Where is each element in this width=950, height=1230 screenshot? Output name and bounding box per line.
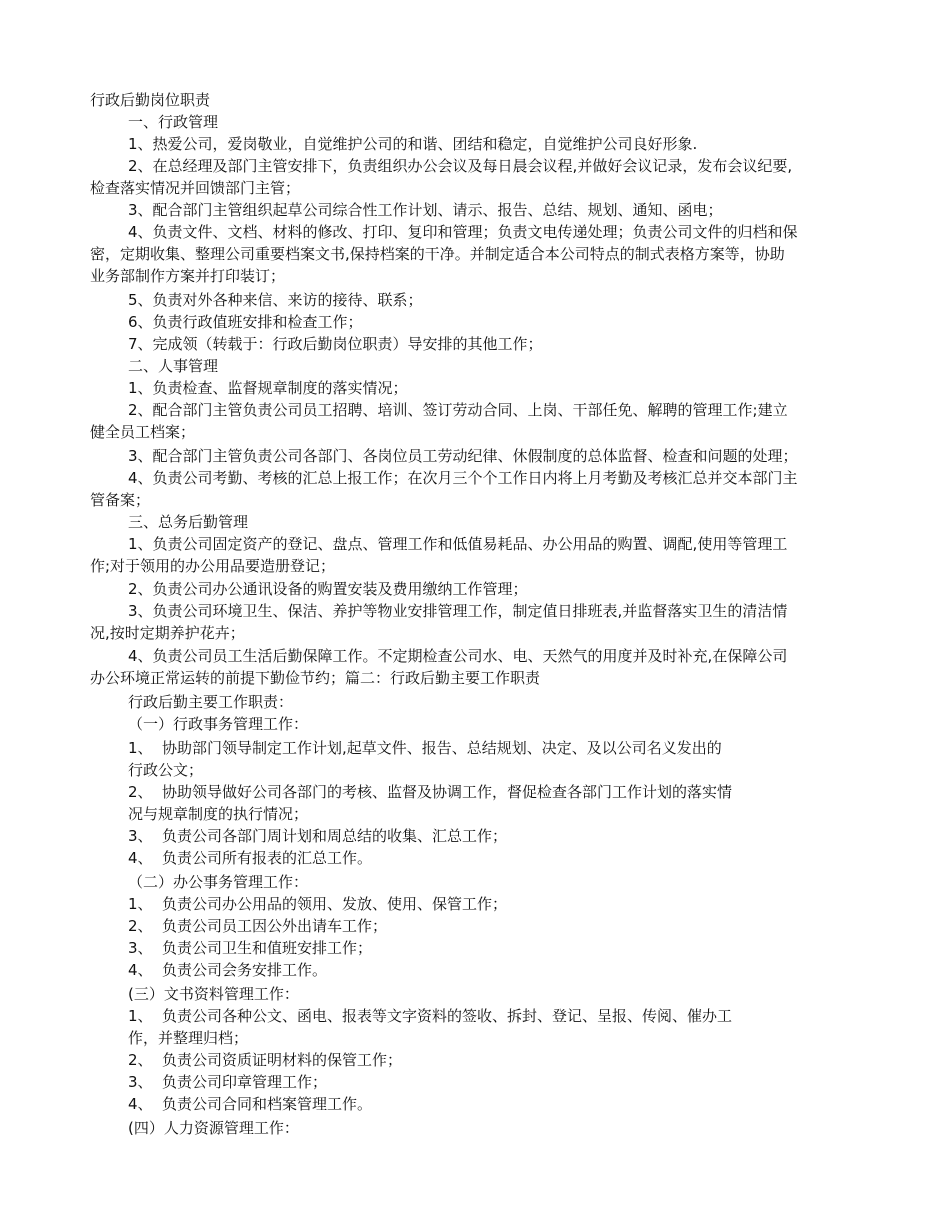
section-heading: (四）人力资源管理工作： xyxy=(128,1119,299,1137)
paragraph-line: 5、负责对外各种来信、来访的接待、联系； xyxy=(128,291,423,309)
paragraph-line: 办公环境正常运转的前提下勤俭节约；篇二：行政后勤主要工作职责 xyxy=(90,669,541,687)
paragraph-line: 4、负责文件、文档、材料的修改、打印、复印和管理；负责文电传递处理；负责公司文件的归档和保 xyxy=(128,223,798,241)
list-item: 负责公司会务安排工作。 xyxy=(162,961,328,979)
section-heading: 一、行政管理 xyxy=(128,113,219,131)
section-heading: （二）办公事务管理工作： xyxy=(128,873,309,891)
paragraph-line: 6、负责行政值班安排和检查工作； xyxy=(128,313,363,331)
paragraph-line: 作;对于领用的办公用品要造册登记； xyxy=(90,557,336,575)
list-item: 协助领导做好公司各部门的考核、监督及协调工作，督促检查各部门工作计划的落实情 xyxy=(162,783,733,801)
list-item: 负责公司卫生和值班安排工作； xyxy=(162,939,373,957)
list-number: 2、 xyxy=(128,917,153,935)
paragraph-line: 7、完成领（转载于：行政后勤岗位职责）导安排的其他工作； xyxy=(128,335,543,353)
list-number: 2、 xyxy=(128,783,153,801)
paragraph-line: 3、配合部门主管负责公司各部门、各岗位员工劳动纪律、休假制度的总体监督、检查和问题的处理； xyxy=(128,447,798,465)
paragraph-line: 3、配合部门主管组织起草公司综合性工作计划、请示、报告、总结、规划、通知、函电； xyxy=(128,201,723,219)
list-number: 4、 xyxy=(128,1095,153,1113)
paragraph-line: 况,按时定期养护花卉； xyxy=(90,624,245,642)
paragraph-line: 行政公文； xyxy=(128,761,204,779)
paragraph-line: 2、负责公司办公通讯设备的购置安装及费用缴纳工作管理； xyxy=(128,580,528,598)
list-number: 1、 xyxy=(128,1007,153,1025)
paragraph-line: 2、在总经理及部门主管安排下，负责组织办公会议及每日晨会议程,并做好会议记录，发布会议纪要, xyxy=(128,157,793,175)
list-item: 协助部门领导制定工作计划,起草文件、报告、总结规划、决定、及以公司名义发出的 xyxy=(162,739,722,757)
list-number: 1、 xyxy=(128,895,153,913)
paragraph-line: 1、负责公司固定资产的登记、盘点、管理工作和低值易耗品、办公用品的购置、调配,使用等管理工 xyxy=(128,535,788,553)
paragraph-line: 业务部制作方案并打印装订； xyxy=(90,267,286,285)
paragraph-line: 况与规章制度的执行情况； xyxy=(128,805,309,823)
paragraph-line: 4、负责公司考勤、考核的汇总上报工作；在次月三个个工作日内将上月考勤及考核汇总并交本部门主 xyxy=(128,469,798,487)
list-item: 负责公司资质证明材料的保管工作； xyxy=(162,1051,403,1069)
list-number: 3、 xyxy=(128,1073,153,1091)
list-number: 4、 xyxy=(128,961,153,979)
list-item: 负责公司员工因公外出请车工作； xyxy=(162,917,388,935)
paragraph-line: 1、负责检查、监督规章制度的落实情况； xyxy=(128,379,408,397)
paragraph-line: 3、负责公司环境卫生、保洁、养护等物业安排管理工作，制定值日排班表,并监督落实卫生的清洁情 xyxy=(128,602,788,620)
paragraph-line: 管备案； xyxy=(90,491,151,509)
list-item: 负责公司办公用品的领用、发放、使用、保管工作； xyxy=(162,895,508,913)
subheading: 行政后勤主要工作职责： xyxy=(128,693,294,711)
paragraph-line: 检查落实情况并回馈部门主管； xyxy=(90,179,301,197)
list-item: 负责公司合同和档案管理工作。 xyxy=(162,1095,373,1113)
document-title: 行政后勤岗位职责 xyxy=(90,91,211,109)
list-number: 2、 xyxy=(128,1051,153,1069)
section-heading: (三）文书资料管理工作： xyxy=(128,985,299,1003)
section-heading: 二、人事管理 xyxy=(128,357,219,375)
paragraph-line: 作，并整理归档； xyxy=(128,1029,249,1047)
section-heading: 三、总务后勤管理 xyxy=(128,513,249,531)
list-item: 负责公司各种公文、函电、报表等文字资料的签收、拆封、登记、呈报、传阅、催办工 xyxy=(162,1007,733,1025)
list-number: 1、 xyxy=(128,739,153,757)
list-number: 4、 xyxy=(128,849,153,867)
list-item: 负责公司所有报表的汇总工作。 xyxy=(162,849,373,867)
section-heading: （一）行政事务管理工作： xyxy=(128,715,309,733)
list-number: 3、 xyxy=(128,939,153,957)
list-number: 3、 xyxy=(128,827,153,845)
list-item: 负责公司印章管理工作； xyxy=(162,1073,328,1091)
paragraph-line: 密，定期收集、整理公司重要档案文书,保持档案的干净。并制定适合本公司特点的制式表格方案等，协助 xyxy=(90,245,785,263)
paragraph-line: 2、配合部门主管负责公司员工招聘、培训、签订劳动合同、上岗、干部任免、解聘的管理工作;建立 xyxy=(128,401,788,419)
paragraph-line: 4、负责公司员工生活后勤保障工作。不定期检查公司水、电、天然气的用度并及时补充,在保障公司 xyxy=(128,647,788,665)
list-item: 负责公司各部门周计划和周总结的收集、汇总工作； xyxy=(162,827,508,845)
paragraph-line: 健全员工档案； xyxy=(90,423,196,441)
paragraph-line: 1、热爱公司，爱岗敬业，自觉维护公司的和谐、团结和稳定，自觉维护公司良好形象. xyxy=(128,135,698,153)
